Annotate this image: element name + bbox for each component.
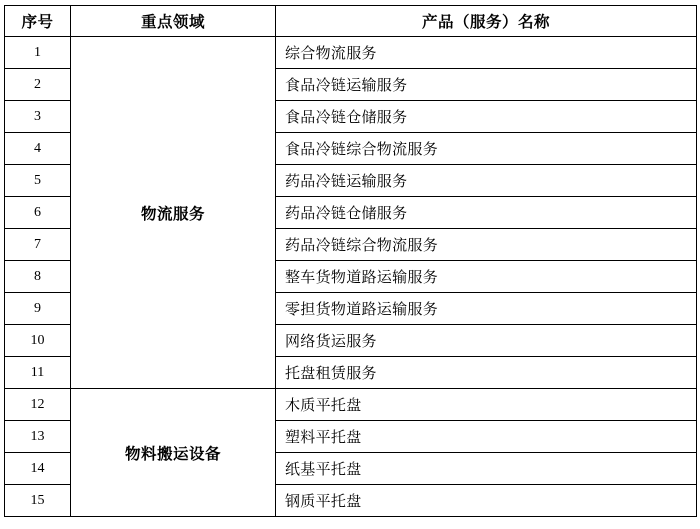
- product-name: 零担货物道路运输服务: [276, 293, 697, 325]
- product-name: 综合物流服务: [276, 37, 697, 69]
- column-header-field: 重点领域: [71, 6, 276, 37]
- table-header-row: [5, 6, 697, 37]
- row-index: 7: [5, 229, 71, 261]
- row-index: 8: [5, 261, 71, 293]
- product-name: 托盘租赁服务: [276, 357, 697, 389]
- row-index: 1: [5, 37, 71, 69]
- row-index: 13: [5, 421, 71, 453]
- row-index: 3: [5, 101, 71, 133]
- product-name: 整车货物道路运输服务: [276, 261, 697, 293]
- row-index: 12: [5, 389, 71, 421]
- product-name: 药品冷链综合物流服务: [276, 229, 697, 261]
- row-index: 9: [5, 293, 71, 325]
- table-row: [5, 37, 697, 69]
- product-service-table: [4, 5, 697, 517]
- group-field-logistics: 物流服务: [71, 37, 276, 389]
- table-row: [5, 389, 697, 421]
- column-header-name: 产品（服务）名称: [276, 6, 697, 37]
- row-index: 5: [5, 165, 71, 197]
- row-index: 6: [5, 197, 71, 229]
- product-name: 木质平托盘: [276, 389, 697, 421]
- column-header-index: 序号: [5, 6, 71, 37]
- product-name: 钢质平托盘: [276, 485, 697, 517]
- product-name: 药品冷链仓储服务: [276, 197, 697, 229]
- row-index: 2: [5, 69, 71, 101]
- group-field-material-handling: 物料搬运设备: [71, 389, 276, 517]
- row-index: 4: [5, 133, 71, 165]
- product-name: 食品冷链综合物流服务: [276, 133, 697, 165]
- row-index: 14: [5, 453, 71, 485]
- table-body: [5, 37, 697, 517]
- product-name: 塑料平托盘: [276, 421, 697, 453]
- row-index: 10: [5, 325, 71, 357]
- table-header: [5, 6, 697, 37]
- row-index: 15: [5, 485, 71, 517]
- product-name: 药品冷链运输服务: [276, 165, 697, 197]
- product-name: 纸基平托盘: [276, 453, 697, 485]
- product-name: 食品冷链运输服务: [276, 69, 697, 101]
- product-name: 网络货运服务: [276, 325, 697, 357]
- product-name: 食品冷链仓储服务: [276, 101, 697, 133]
- row-index: 11: [5, 357, 71, 389]
